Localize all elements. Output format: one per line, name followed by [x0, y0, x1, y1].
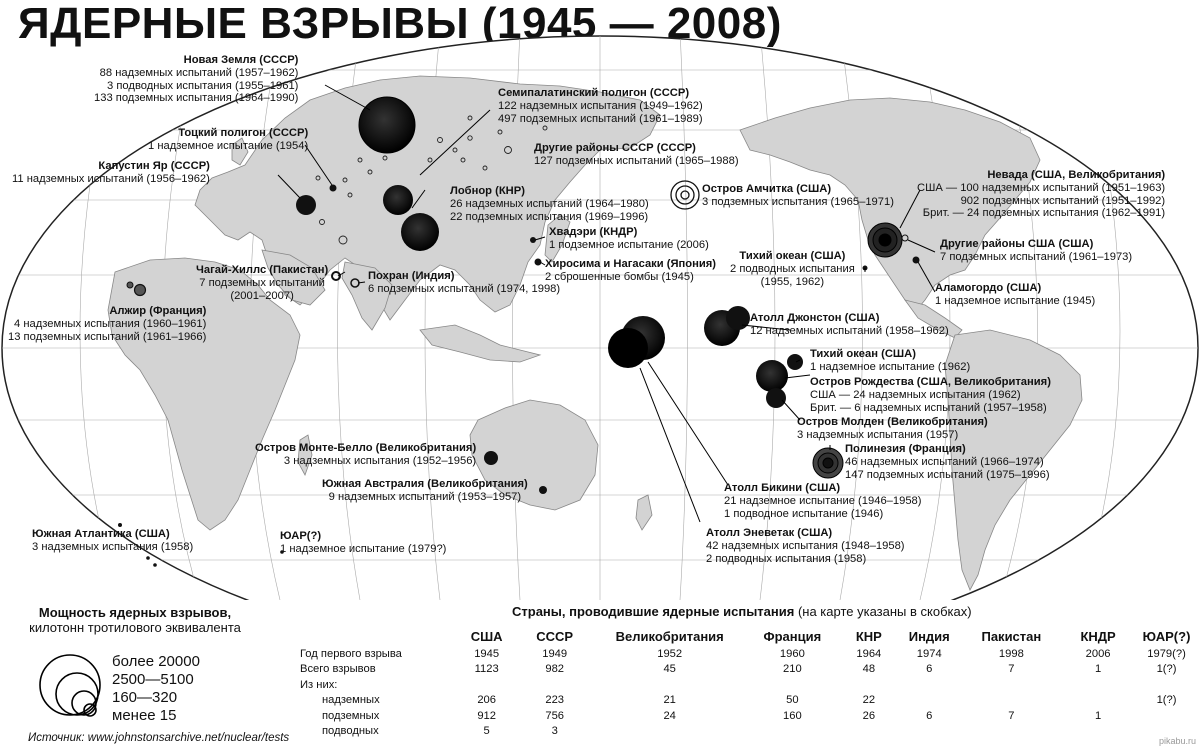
table-cell: [593, 724, 745, 740]
table-cell: [1063, 724, 1133, 740]
table-row: [300, 677, 1200, 693]
column-header: КНР: [855, 628, 882, 644]
table-cell: 1974: [916, 647, 942, 660]
column-header: Франция: [763, 628, 822, 644]
table-cell: 7: [1008, 663, 1015, 676]
column-header: ЮАР(?): [1142, 628, 1191, 644]
table-cell: 21: [663, 694, 676, 707]
site-label-johnston: Атолл Джонстон (США) 12 надземных испытаний (1958–1962): [750, 312, 949, 337]
table-cell: [899, 677, 960, 693]
site-label-lobnor: Лобнор (КНР) 26 надземных испытаний (1964–1980) 22 подземных испытания (1969–1996): [450, 185, 649, 223]
site-label-algeria: Алжир (Франция) 4 надземных испытания (1960–1961) 13 подземных испытаний (1961–1966): [8, 305, 207, 343]
legend-item-medium: 160—320: [112, 689, 178, 706]
table-cell: [899, 724, 960, 740]
site-label-other-ussr: Другие районы СССР (СССР) 127 подземных испытаний (1965–1988): [534, 142, 739, 167]
table-cell: 48: [862, 663, 876, 676]
table-cell: 1979(?): [1147, 647, 1186, 660]
site-marker-novaya-zemlya: [359, 97, 415, 153]
table-cell: 24: [663, 709, 676, 722]
site-label-alamogordo: Аламогордо (США) 1 надземное испытание (1945): [935, 282, 1096, 307]
site-marker-enewetak: [608, 328, 648, 368]
table-cell: [457, 677, 515, 693]
site-marker-algeria-2: [127, 282, 133, 288]
site-marker-malden: [766, 388, 786, 408]
legend-item-small: менее 15: [112, 707, 177, 724]
table-cell: 1: [1094, 709, 1102, 722]
site-marker-nevada: [868, 223, 902, 257]
site-label-bikini: Атолл Бикини (США) 21 надземное испытание (1946–1958) 1 подводное испытание (1946): [724, 482, 922, 520]
table-cell: 223: [545, 694, 565, 707]
table-cell: [839, 724, 899, 740]
table-row: [300, 646, 1200, 662]
table-cell: 1964: [856, 647, 882, 660]
table-cell: [960, 677, 1063, 693]
page-title: ЯДЕРНЫЕ ВЗРЫВЫ (1945 — 2008): [18, 0, 782, 48]
table-cell: 206: [477, 694, 496, 707]
source-note: Источник: www.johnstonsarchive.net/nuclear/tests: [28, 732, 290, 744]
table-cell: 1123: [474, 663, 499, 676]
table-cell: [593, 677, 745, 693]
site-label-totsky: Тоцкий полигон (СССР) 1 надземное испытание (1954): [148, 127, 309, 152]
table-row: [300, 724, 1200, 740]
table-cell: [960, 693, 1063, 709]
site-label-semipalatinsk: Семипалатинский полигон (СССР) 122 надземных испытания (1949–1962) 497 подземных испытаний (1961–1989): [498, 87, 703, 125]
table-cell: 6: [926, 709, 933, 722]
table-cell: [1133, 708, 1200, 724]
table-cell: [839, 677, 899, 693]
column-header: КНДР: [1080, 628, 1116, 644]
table-cell: 1949: [542, 647, 568, 660]
site-marker-johnston-2: [726, 306, 750, 330]
land-greenland: [1000, 55, 1110, 115]
table-cell: 22: [862, 694, 876, 707]
countries-table: [300, 626, 1200, 739]
table-cell: 982: [545, 663, 565, 676]
table-cell: 1(?): [1156, 663, 1177, 676]
countries-header: Страны, проводившие ядерные испытания (на карте указаны в скобках): [512, 604, 972, 619]
table-cell: [746, 677, 839, 693]
table-cell: 45: [663, 663, 676, 676]
site-marker-polynesia: [813, 448, 843, 478]
table-cell: 26: [862, 709, 876, 722]
table-cell: 1(?): [1156, 694, 1177, 707]
legend-title: Мощность ядерных взрывов, килотонн тротилового эквивалента: [29, 605, 241, 635]
site-label-hiroshima: Хиросима и Нагасаки (Япония) 2 сброшенные бомбы (1945): [545, 258, 716, 283]
table-row: [300, 693, 1200, 709]
column-header: СССР: [536, 628, 574, 644]
table-row: [300, 662, 1200, 678]
site-label-chagai: Чагай-Хиллс (Пакистан) 7 подземных испытаний (2001–2007): [196, 264, 329, 302]
site-label-enewetak: Атолл Эневетак (США) 42 надземных испытания (1948–1958) 2 подводных испытания (1958): [706, 527, 905, 565]
table-cell: 1952: [657, 647, 683, 660]
table-cell: 6: [926, 663, 933, 676]
row-label: подземных: [322, 709, 380, 722]
site-marker-monte-bello: [484, 451, 498, 465]
table-cell: [1063, 677, 1133, 693]
site-marker-totsky: [330, 185, 337, 192]
table-cell: [746, 724, 839, 740]
row-label: надземных: [322, 694, 380, 707]
site-label-christmas: Остров Рождества (США, Великобритания) США — 24 надземных испытания (1962) Брит. — 6 надземных испытаний (1957–1958): [810, 376, 1051, 414]
table-cell: 50: [786, 694, 799, 707]
watermark: pikabu.ru: [1158, 736, 1196, 746]
table-cell: 160: [783, 709, 802, 722]
table-cell: 912: [477, 709, 496, 722]
table-cell: 2006: [1085, 647, 1111, 660]
row-label: Всего взрывов: [300, 663, 376, 676]
legend-item-largest: более 20000: [112, 653, 200, 670]
site-marker-semipalatinsk: [383, 185, 413, 215]
site-marker-pacific-2: [787, 354, 803, 370]
site-marker-algeria: [135, 285, 146, 296]
table-cell: 1998: [998, 647, 1024, 660]
row-label: Из них:: [300, 678, 338, 691]
table-cell: 5: [483, 725, 490, 738]
site-marker-south-atlantic-2: [146, 556, 150, 560]
column-header: Великобритания: [615, 628, 724, 644]
column-header: Индия: [908, 628, 950, 644]
table-cell: 756: [545, 709, 565, 722]
site-label-novaya-zemlya: Новая Земля (СССР) 88 надземных испытаний (1957–1962) 3 подводных испытания (1955–1961) 133 подземных испытания (1964–1990): [94, 54, 299, 105]
site-marker-kapustin-yar: [296, 195, 316, 215]
table-cell: 210: [783, 663, 802, 676]
table-cell: 1945: [474, 647, 500, 660]
table-cell: [516, 677, 594, 693]
table-cell: [899, 693, 960, 709]
table-header-row: [300, 626, 1200, 646]
table-cell: [1133, 677, 1200, 693]
site-label-south-atlantic: Южная Атлантика (США) 3 надземных испытания (1958): [32, 528, 194, 553]
table-cell: 7: [1008, 709, 1015, 722]
site-label-kapustin-yar: Капустин Яр (СССР) 11 надземных испытаний (1956–1962): [12, 160, 210, 185]
table-row: [300, 708, 1200, 724]
site-label-malden: Остров Молден (Великобритания) 3 надземных испытания (1957): [797, 416, 988, 441]
site-label-hwadaeri: Хвадэри (КНДР) 1 подземное испытание (2006): [549, 226, 709, 251]
table-cell: [960, 724, 1063, 740]
table-cell: [1063, 693, 1133, 709]
table-cell: 1: [1094, 663, 1102, 676]
column-header: Пакистан: [981, 628, 1042, 644]
site-label-pacific-2: Тихий океан (США) 1 надземное испытание (1962): [810, 348, 971, 373]
site-label-pacific-1: Тихий океан (США) 2 подводных испытания (1955, 1962): [730, 250, 855, 288]
site-label-other-usa: Другие районы США (США) 7 подземных испытаний (1961–1973): [940, 238, 1133, 263]
column-header: США: [470, 628, 503, 644]
site-label-rsa: ЮАР(?) 1 надземное испытание (1979?): [280, 530, 447, 555]
site-marker-south-atlantic: [118, 523, 122, 527]
legend-item-large: 2500—5100: [112, 671, 194, 688]
site-marker-south-australia: [539, 486, 547, 494]
legend-graphic: [0, 640, 110, 740]
site-marker-lobnor: [401, 213, 439, 251]
table-cell: 3: [551, 725, 558, 738]
site-marker-south-atlantic-3: [153, 563, 157, 567]
site-label-south-australia: Южная Австралия (Великобритания) 9 надземных испытаний (1953–1957): [322, 478, 528, 503]
site-label-pokhran: Похран (Индия) 6 подземных испытаний (1974, 1998): [368, 270, 561, 295]
site-marker-christmas: [756, 360, 788, 392]
row-label: подводных: [322, 725, 379, 738]
site-label-monte-bello: Остров Монте-Белло (Великобритания) 3 надземных испытания (1952–1956): [255, 442, 477, 467]
table-cell: 1960: [779, 647, 805, 660]
row-label: Год первого взрыва: [300, 647, 402, 660]
site-label-nevada: Невада (США, Великобритания) США — 100 надземных испытаний (1951–1963) 902 подземных испытаний (1951–1992) Брит. — 24 подземных испытания (1962–1991): [917, 169, 1166, 220]
site-label-amchitka: Остров Амчитка (США) 3 подземных испытания (1965–1971): [702, 183, 894, 208]
site-label-polynesia: Полинезия (Франция) 46 надземных испытаний (1966–1974) 147 подземных испытаний (1975–1996): [845, 443, 1050, 481]
